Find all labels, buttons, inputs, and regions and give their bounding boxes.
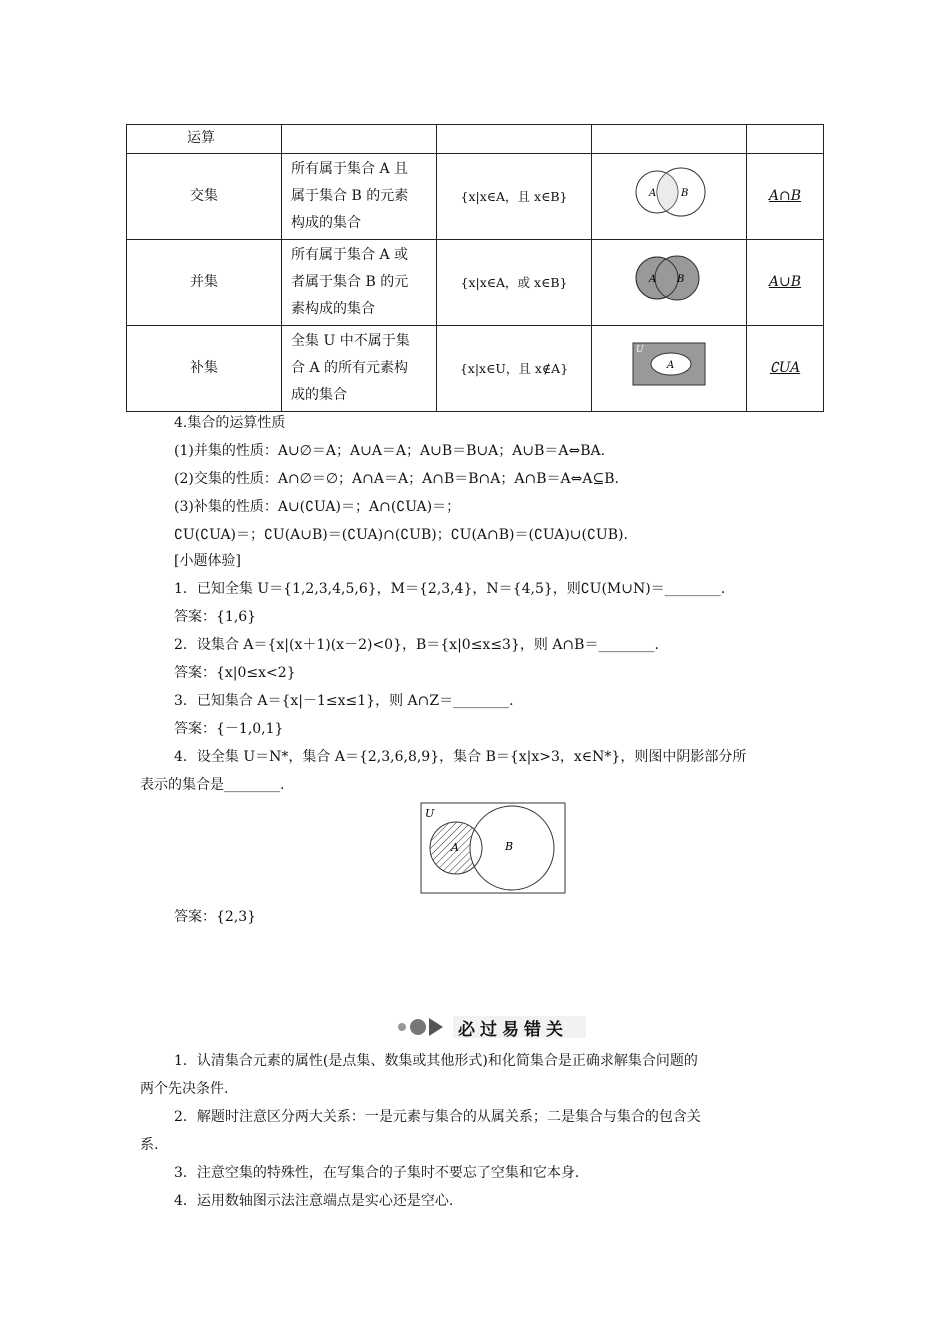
operation-name: 补集 xyxy=(127,326,282,412)
tip-4: 4．运用数轴图示法注意端点是实心还是空心. xyxy=(174,1193,454,1209)
answer-2: 答案：{x|0≤x<2} xyxy=(174,665,296,681)
table-header-row xyxy=(127,125,824,154)
tip-1: 1．认清集合元素的属性(是点集、数集或其他形式)和化简集合是正确求解集合问题的 xyxy=(174,1053,698,1069)
set-builder-notation: {x|x∈A，或 x∈B} xyxy=(437,240,592,326)
answer-1: 答案：{1,6} xyxy=(174,609,257,625)
svg-text:B: B xyxy=(681,187,689,199)
set-builder-notation: {x|x∈A，且 x∈B} xyxy=(437,154,592,240)
tip-3: 3．注意空集的特殊性，在写集合的子集时不要忘了空集和它本身. xyxy=(174,1165,580,1181)
tip-2-continued: 系. xyxy=(140,1137,159,1153)
question-1: 1．已知全集 U＝{1,2,3,4,5,6}，M＝{2,3,4}，N＝{4,5}，则∁U(M∪N)＝________. xyxy=(174,581,726,597)
tip-1-continued: 两个先决条件. xyxy=(140,1081,229,1097)
table-row xyxy=(127,240,824,326)
operation-description: 全集 U 中不属于集 合 A 的所有元素构 成的集合 xyxy=(282,326,437,412)
operation-description: 所有属于集合 A 且 属于集合 B 的元素 构成的集合 xyxy=(282,154,437,240)
svg-text:A: A xyxy=(451,841,459,854)
question-2: 2．设集合 A＝{x|(x＋1)(x－2)<0}，B＝{x|0≤x≤3}，则 A∩B＝________. xyxy=(174,637,659,653)
svg-text:A: A xyxy=(667,359,675,371)
svg-text:U: U xyxy=(636,344,644,355)
operation-name: 交集 xyxy=(127,154,282,240)
header-cell: 运算 xyxy=(127,125,282,154)
operation-description: 所有属于集合 A 或 者属于集合 B 的元 素构成的集合 xyxy=(282,240,437,326)
operation-symbol: ∁UA xyxy=(747,326,824,412)
section-title: 必过易错关 xyxy=(458,1020,568,1040)
question-3: 3．已知集合 A＝{x|－1≤x≤1}，则 A∩Z＝________. xyxy=(174,693,514,709)
table-row xyxy=(127,326,824,412)
properties-title: 4.集合的运算性质 xyxy=(174,415,286,431)
operation-symbol: A∪B xyxy=(747,240,824,326)
venn-diagram-question-4 xyxy=(420,802,566,894)
set-operations-table xyxy=(126,124,824,412)
answer-4: 答案：{2,3} xyxy=(174,909,257,925)
section-heading xyxy=(396,1013,596,1041)
complement-properties-continued: ∁U(∁UA)＝；∁U(A∪B)＝(∁UA)∩(∁UB)；∁U(A∩B)＝(∁UA)∪(∁UB). xyxy=(174,527,628,543)
question-4: 4．设全集 U＝N*，集合 A＝{2,3,6,8,9}，集合 B＝{x|x>3，x∈N*}，则图中阴影部分所 xyxy=(174,749,747,765)
svg-text:A: A xyxy=(649,273,657,285)
union-properties: (1)并集的性质：A∪∅＝A；A∪A＝A；A∪B＝B∪A；A∪B＝A⇔BA. xyxy=(174,443,606,459)
svg-text:B: B xyxy=(677,273,685,285)
venn-union xyxy=(592,240,747,326)
header-cell xyxy=(592,125,747,154)
answer-3: 答案：{－1,0,1} xyxy=(174,721,284,737)
table-row xyxy=(127,154,824,240)
svg-text:U: U xyxy=(425,807,435,820)
question-4-continued: 表示的集合是________. xyxy=(140,777,285,793)
exercise-title: [小题体验] xyxy=(174,553,241,569)
svg-text:B: B xyxy=(505,840,514,853)
header-cell xyxy=(437,125,592,154)
venn-intersection xyxy=(592,154,747,240)
intersection-properties: (2)交集的性质：A∩∅＝∅；A∩A＝A；A∩B＝B∩A；A∩B＝A⇔A⊆B. xyxy=(174,471,619,487)
operation-name: 并集 xyxy=(127,240,282,326)
set-builder-notation: {x|x∈U，且 x∉A} xyxy=(437,326,592,412)
header-cell xyxy=(747,125,824,154)
operation-symbol: A∩B xyxy=(747,154,824,240)
complement-properties: (3)补集的性质：A∪(∁UA)＝；A∩(∁UA)＝； xyxy=(174,499,461,515)
venn-complement xyxy=(592,326,747,412)
tip-2: 2．解题时注意区分两大关系：一是元素与集合的从属关系；二是集合与集合的包含关 xyxy=(174,1109,701,1125)
svg-text:A: A xyxy=(649,187,657,199)
header-cell xyxy=(282,125,437,154)
